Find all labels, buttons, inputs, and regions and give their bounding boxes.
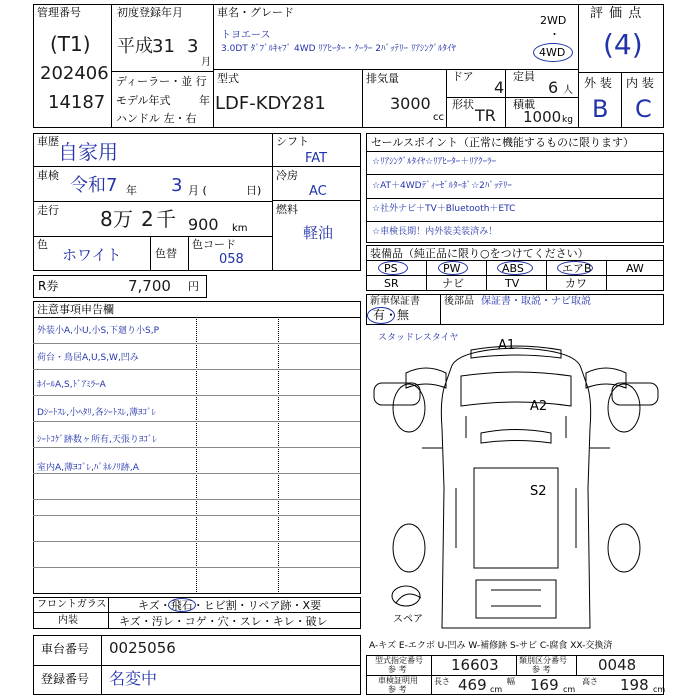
selling-point-2: ☆AT＋4WDﾃﾞｨｰｾﾞﾙﾀｰﾎﾞ☆2ﾊﾞｯﾃﾘｰ [372,181,512,191]
class-sub: 参 考 [532,665,551,674]
color-code: 058 [219,252,244,267]
shift-value: FAT [305,151,328,166]
equip-pw: PW [443,262,461,275]
drive-2wd: 2WD [540,14,567,27]
inspection-year-unit: 年 [126,184,137,197]
note-line-4: Dｼｰﾄｽﾚ,小ﾍﾀﾘ,各ｼｰﾄｽﾚ,薄ﾖｺﾞﾚ [37,408,157,418]
width-unit: cm [563,685,576,694]
name-line1: トヨエース [221,30,271,41]
dimensions-sub: 参 考 [388,685,407,694]
vehicle-diagram [366,328,664,634]
mileage-unit: km [232,223,248,234]
glass-chip-circle [168,598,196,612]
mgmt-line2: 202406 [40,63,109,84]
label-a1: A1 [498,338,516,353]
registration-value: 名変中 [109,669,158,688]
chassis-value: 0025056 [109,639,176,657]
interior-label: 内 装 [626,76,654,90]
glass-options: キズ・飛石・ヒビ割・リペア跡・X要 [138,599,322,612]
score-label: 評 価 点 [590,6,643,21]
width-label: 幅 [507,677,515,686]
load-label: 積載 [513,98,535,111]
equip-abs: ABS [502,262,524,275]
drive-sep: ・ [549,28,560,41]
dealer-label: ディーラー・並 行 [116,75,207,88]
mileage-sen-unit: 千 [156,207,176,231]
mileage-man: 8 [100,207,113,231]
capacity-value: 6 [548,78,559,97]
color-code-label: 色コード [192,238,236,251]
reg-era: 平成 [117,36,153,57]
color-value: ホワイト [62,246,122,264]
selling-points-label: セールスポイント（正常に機能するものに限ります） [371,136,635,149]
equip-aw: AW [626,262,644,275]
rear-items: 保証書・取説・ナビ取説 [481,296,591,307]
load-unit: kg [562,115,573,125]
warranty-label: 新車保証書 [370,296,420,307]
exterior-value: B [592,95,609,123]
handle-label: ハンドル 左・右 [116,112,197,125]
note-line-2: 荷台・鳥居A,U,S,W,凹み [37,353,139,363]
mileage-label: 走行 [37,204,59,217]
glass-label: フロントガラス [37,599,107,610]
inner-options: キズ・汚レ・コゲ・穴・スレ・キレ・破レ [119,615,328,628]
exterior-label: 外 装 [584,76,612,90]
reg-year: 31 [152,36,175,57]
rear-items-label: 後部品 [444,296,474,307]
score-value: (4) [603,28,643,61]
class-label: 類別区分番号 [519,656,567,665]
fuel-value: 軽油 [303,224,334,242]
inspection-era: 令和7 [70,175,118,196]
reg-month-unit: 月 [201,57,211,68]
length-label: 長さ [434,677,450,686]
type-spec-value: 16603 [451,656,499,674]
reg-month: 3 [187,36,199,57]
color-label: 色 [37,238,48,251]
equip-sr: SR [384,277,399,290]
interior-value: C [635,95,652,123]
shape-label: 形状 [452,98,474,111]
model-value: LDF-KDY281 [215,93,326,114]
load-value: 1000 [523,108,562,126]
tire-note: スタッドレスタイヤ [378,333,459,343]
inspection-label: 車検 [37,169,59,182]
capacity-label: 定員 [513,70,535,83]
mileage-man-unit: 万 [113,207,133,231]
equip-ps: PS [384,262,398,275]
recycle-unit: 円 [188,280,199,293]
class-value: 0048 [598,656,637,674]
mgmt-code: (T1) [50,32,91,56]
shape-value: TR [475,106,496,125]
equip-navi: ナビ [442,277,464,290]
height-label: 高さ [582,677,598,686]
inspection-month: 3 [171,175,183,196]
recycle-value: 7,700 [128,277,171,295]
recycle-label: R券 [38,279,59,293]
type-spec-label: 型式指定番号 [375,656,423,665]
name-grade-label: 車名・グレード [217,6,294,19]
inspection-day-unit: 日) [246,184,262,197]
shift-label: シフト [276,135,309,148]
history-value: 自家用 [58,140,118,164]
color-change-label: 色替 [155,247,177,260]
mgmt-line3: 14187 [48,92,106,113]
model-label: 型式 [217,72,239,85]
width-value: 169 [530,676,559,694]
capacity-unit: 人 [563,85,573,96]
selling-point-3: ☆社外ナビ＋TV＋Bluetooth＋ETC [372,204,516,214]
note-line-5: ｼｰﾄｺｹﾞ跡数ヶ所有,天張りﾖｺﾞﾚ [37,435,157,445]
doors-label: ドア [452,70,474,83]
drive-4wd: 4WD [539,46,566,59]
notes-label: 注意事項申告欄 [37,303,114,316]
equip-airbag: エアB [562,262,592,275]
label-a2: A2 [530,399,548,414]
history-label: 車歴 [37,135,59,148]
dimensions-label: 車検証明用 [378,676,418,685]
inspection-month-unit: 月 ( [188,184,207,197]
note-line-3: ﾎｲｰﾙA,S,ﾄﾞｱﾐﾗｰA [37,380,106,390]
engine-unit: cc [433,112,444,123]
engine-value: 3000 [390,94,431,113]
height-unit: cm [653,685,666,694]
engine-label: 排気量 [366,72,399,85]
mileage-rest: 900 [188,215,219,234]
equip-leather: カワ [565,277,587,290]
reg-label: 初度登録年月 [117,6,183,19]
equipment-label: 装備品（純正品に限り○をつけてください） [370,247,589,260]
mileage-sen: 2 [141,207,154,231]
doors-value: 4 [494,78,505,97]
damage-legend: A-キズ E-エクボ U-凹み W-補修跡 S-サビ C-腐食 XX-交換済 [369,641,613,651]
chassis-label: 車台番号 [41,642,90,656]
name-line2: 3.0DT ﾀﾞﾌﾞﾙｷｬﾌﾞ 4WD ﾘｱﾋｰﾀｰ・ｸｰﾗｰ 2ﾊﾞｯﾃﾘｰ ﾘｱｼﾝｸﾞﾙﾀｲﾔ [221,44,456,54]
equip-tv: TV [505,277,520,290]
cooling-value: AC [309,184,327,199]
warranty-choice: 有・無 [373,308,410,322]
type-spec-sub: 参 考 [388,665,407,674]
cooling-label: 冷房 [276,169,298,182]
length-unit: cm [490,685,503,694]
inner-label: 内装 [58,615,78,626]
selling-point-1: ☆ﾘｱｼﾝｸﾞﾙﾀｲﾔ☆ﾘｱﾋｰﾀｰ＋ﾘｱｸｰﾗｰ [372,157,497,167]
registration-label: 登録番号 [41,672,90,686]
selling-point-4: ☆車検長期！内外装美装済み！ [372,227,498,237]
mgmt-label: 管理番号 [37,6,81,19]
label-spare: スペア [393,614,423,625]
note-line-1: 外装小A,小U,小S,下廻り小S,P [37,326,160,336]
length-value: 469 [458,676,487,694]
model-year-unit: 年 [199,94,210,107]
model-year-label: モデル年式 [116,94,171,107]
note-line-6: 室内A,薄ﾖｺﾞﾚ,ﾊﾟﾈﾙﾉﾘ跡,A [37,463,139,473]
label-s2: S2 [530,484,547,499]
fuel-label: 燃料 [276,203,298,216]
height-value: 198 [620,676,649,694]
